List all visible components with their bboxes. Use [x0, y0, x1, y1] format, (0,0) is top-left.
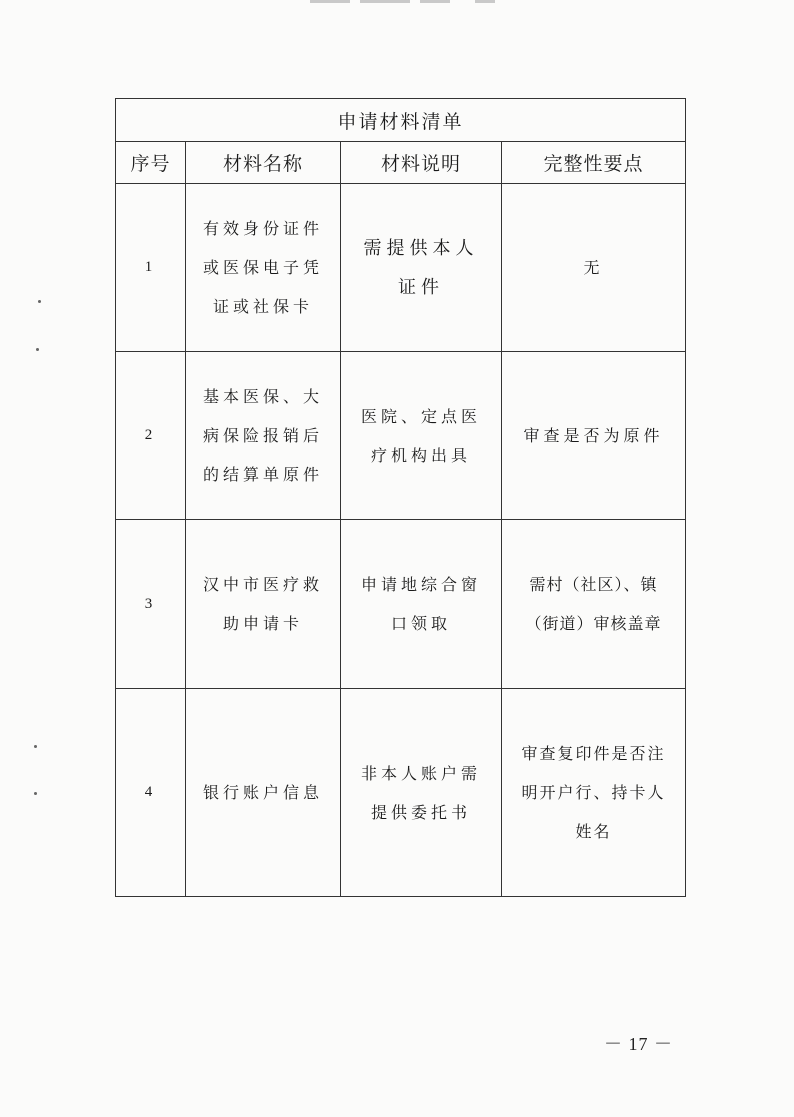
scan-dot — [34, 745, 37, 748]
table-title: 申请材料清单 — [116, 99, 686, 142]
cell-material-description: 医院、定点医疗机构出具 — [341, 352, 502, 520]
header-key-points: 完整性要点 — [502, 142, 686, 184]
header-material-name: 材料名称 — [186, 142, 341, 184]
cell-number: 2 — [116, 352, 186, 520]
cell-key-points: 审查复印件是否注明开户行、持卡人姓名 — [502, 689, 686, 897]
cell-number: 4 — [116, 689, 186, 897]
cell-material-description: 申请地综合窗口领取 — [341, 520, 502, 689]
table-row — [116, 352, 686, 520]
header-material-description: 材料说明 — [341, 142, 502, 184]
cell-number: 3 — [116, 520, 186, 689]
scan-bleed-marks — [300, 0, 700, 6]
scan-dot — [36, 348, 39, 351]
scan-dot — [34, 792, 37, 795]
cell-material-name: 银行账户信息 — [186, 689, 341, 897]
cell-key-points: 需村（社区）、镇（街道）审核盖章 — [502, 520, 686, 689]
scan-dot — [38, 300, 41, 303]
table-title-row — [116, 99, 686, 142]
cell-key-points: 审查是否为原件 — [502, 352, 686, 520]
cell-material-description: 需提供本人证件 — [341, 184, 502, 352]
cell-material-name: 有效身份证件或医保电子凭证或社保卡 — [186, 184, 341, 352]
materials-table — [115, 98, 686, 897]
header-number: 序号 — [116, 142, 186, 184]
table-row — [116, 184, 686, 352]
cell-material-name: 汉中市医疗救助申请卡 — [186, 520, 341, 689]
table-header-row — [116, 142, 686, 184]
cell-key-points: 无 — [502, 184, 686, 352]
table-row — [116, 520, 686, 689]
cell-number: 1 — [116, 184, 186, 352]
page-number: － 17 － — [604, 1034, 673, 1054]
cell-material-description: 非本人账户需提供委托书 — [341, 689, 502, 897]
cell-material-name: 基本医保、大病保险报销后的结算单原件 — [186, 352, 341, 520]
table-row — [116, 689, 686, 897]
